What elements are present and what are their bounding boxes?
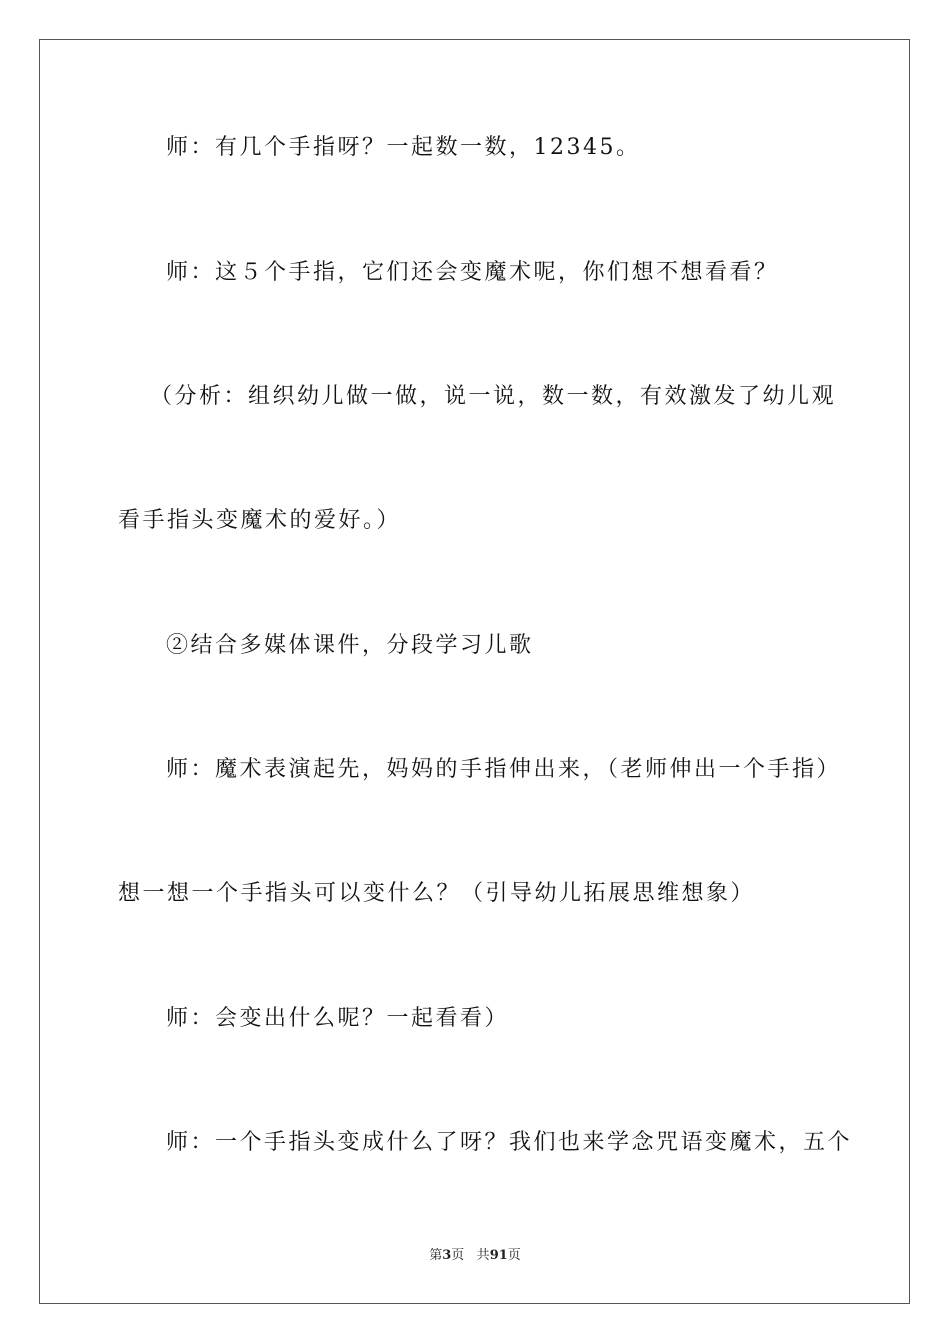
total-pages: 91 [489,1248,508,1263]
page-label-suffix: 页 [451,1248,465,1263]
paragraph-3-continued: 看手指头变魔术的爱好。） [118,508,402,533]
paragraph-5-continued: 想一想一个手指头可以变什么？（引导幼儿拓展思维想象） [118,881,756,906]
paragraph-7: 师：一个手指头变成什么了呀？我们也来学念咒语变魔术，五个 [166,1130,853,1155]
page-footer [0,1247,950,1265]
paragraph-1: 师：有几个手指呀？一起数一数，12345。 [166,135,641,160]
total-label-suffix: 页 [507,1248,521,1263]
paragraph-6: 师：会变出什么呢？一起看看） [166,1006,510,1031]
page-number: 3 [442,1248,452,1263]
total-label-prefix: 共 [476,1248,490,1263]
page-border [39,39,910,1304]
paragraph-2: 师：这５个手指，它们还会变魔术呢，你们想不想看看？ [166,260,779,285]
paragraph-4: ②结合多媒体课件，分段学习儿歌 [166,633,534,658]
page-label-prefix: 第 [429,1248,443,1263]
paragraph-5: 师：魔术表演起先，妈妈的手指伸出来，（老师伸出一个手指） [166,757,842,782]
paragraph-3: （分析：组织幼儿做一做，说一说，数一数，有效激发了幼儿观 [150,384,837,409]
